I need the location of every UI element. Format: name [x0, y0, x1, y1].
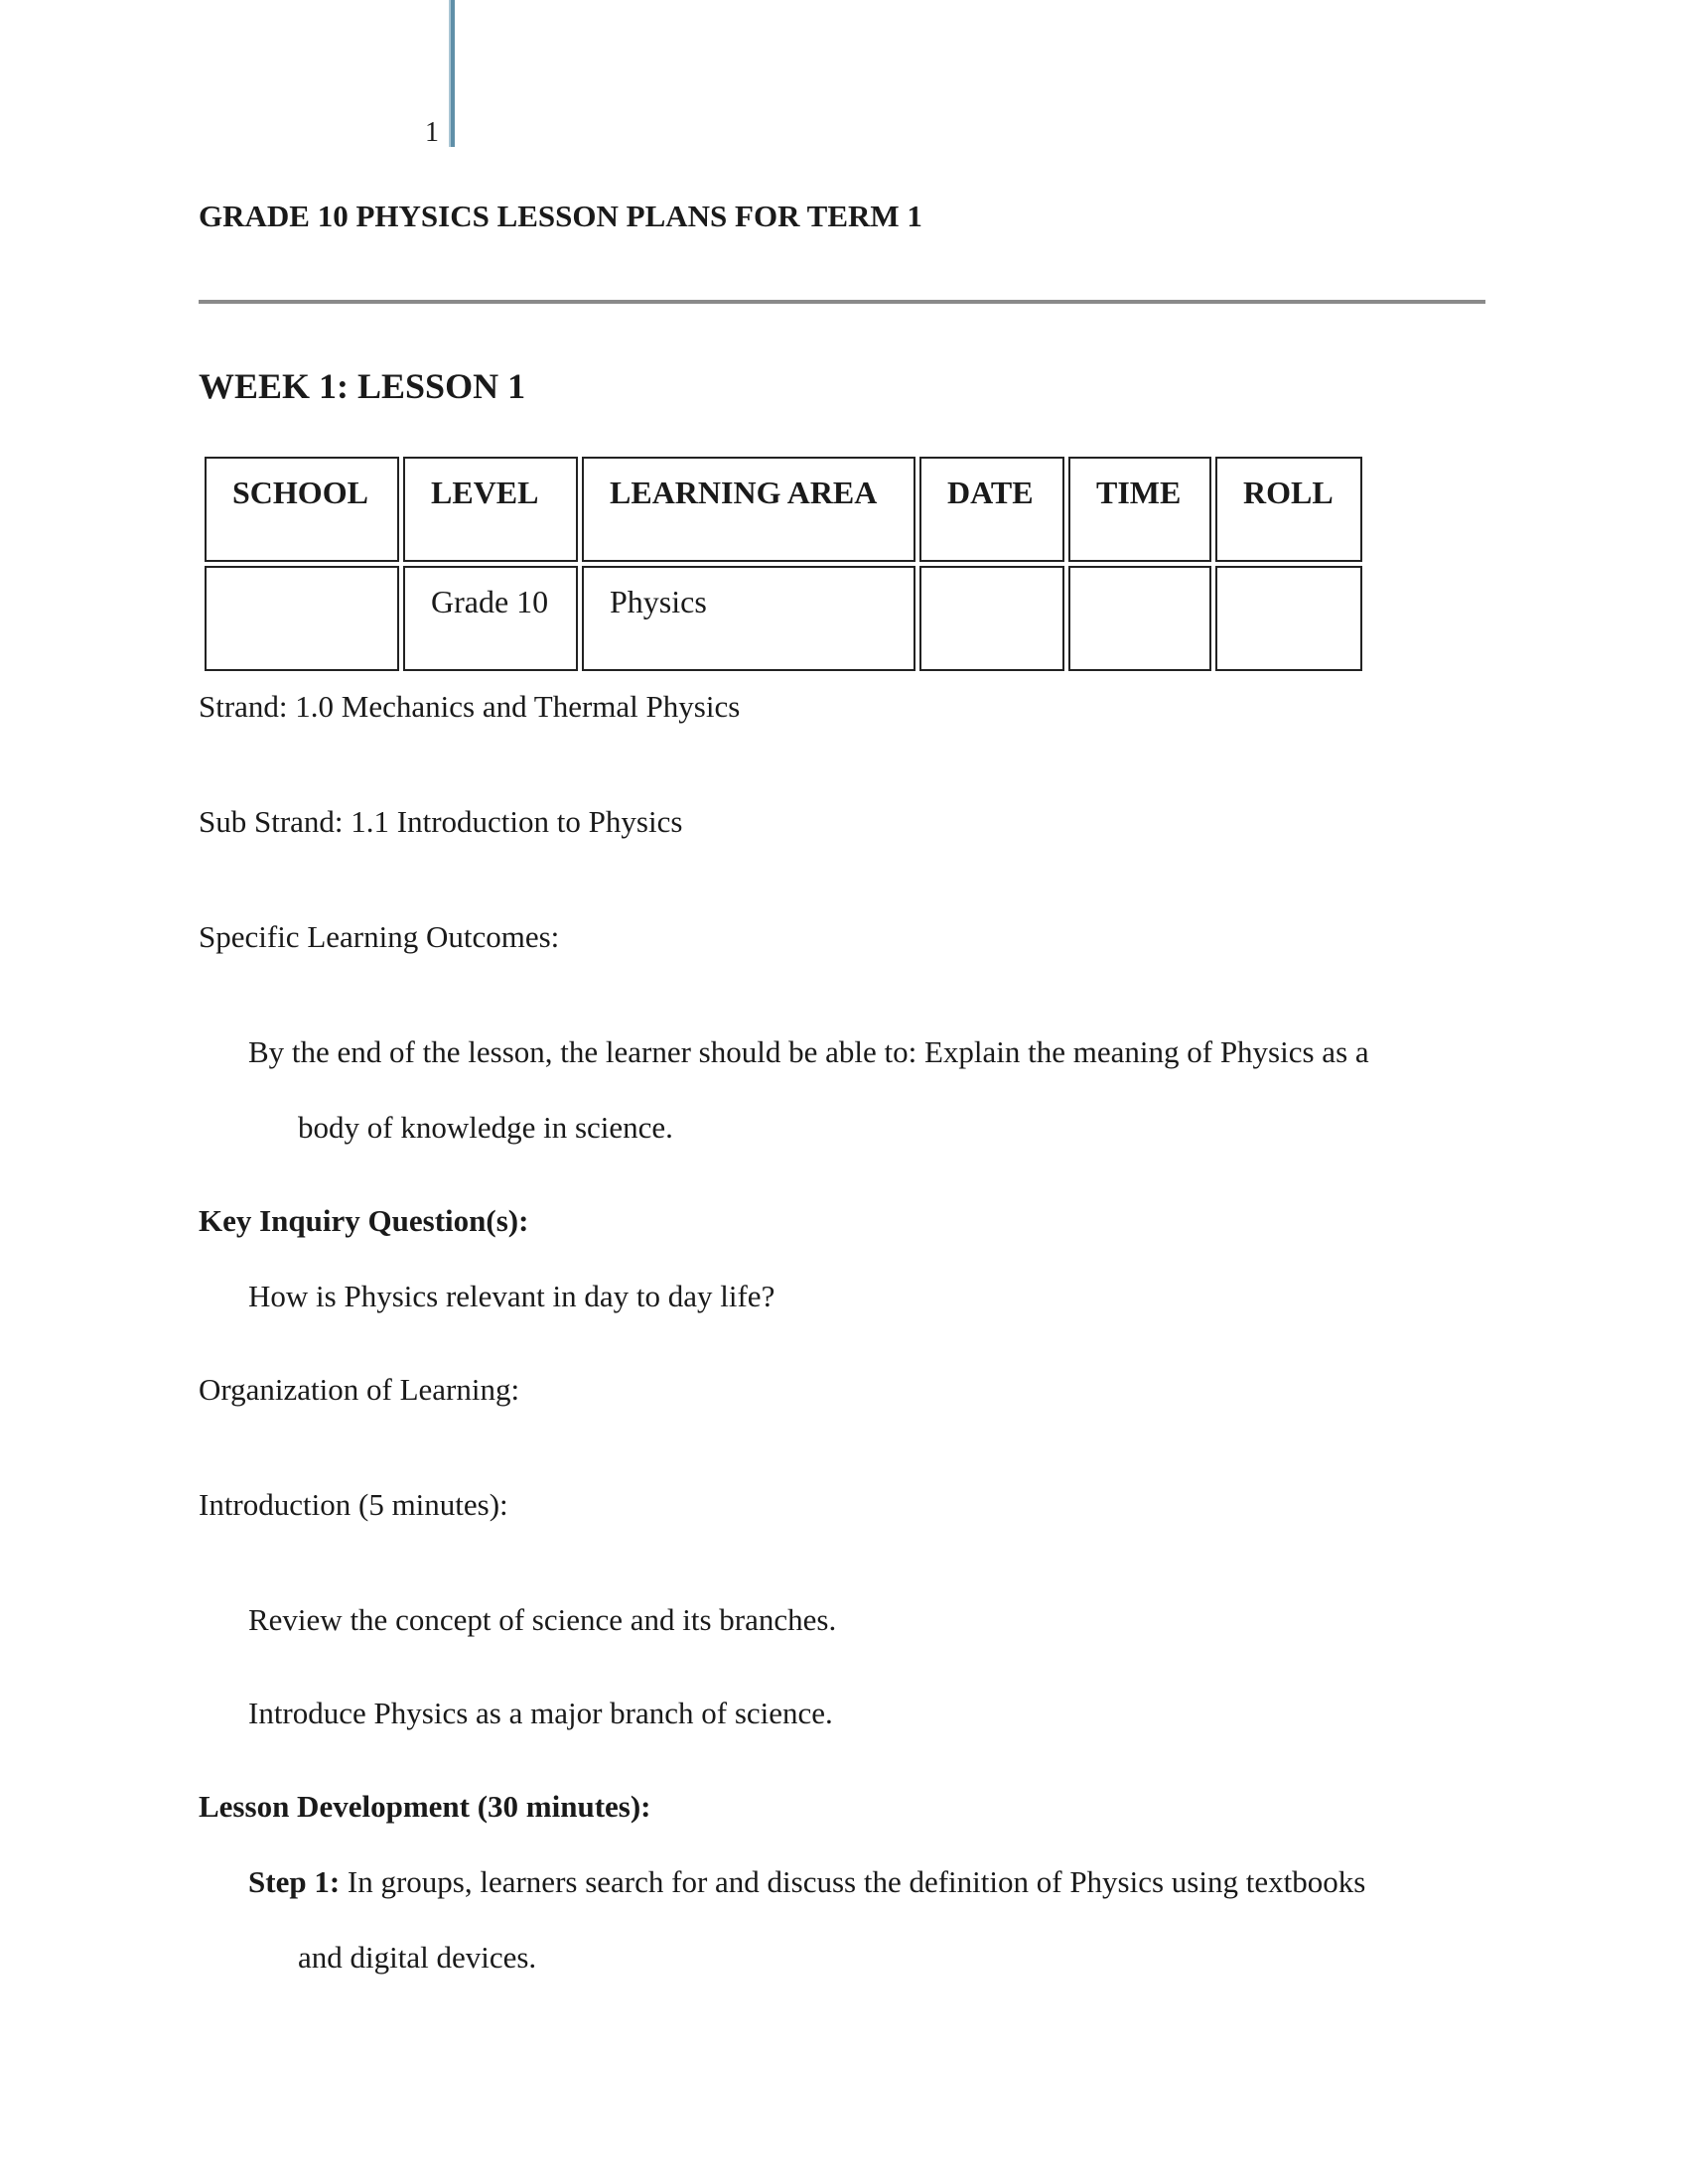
- lesson-heading: WEEK 1: LESSON 1: [199, 366, 526, 406]
- slo-text-line2: body of knowledge in science.: [298, 1110, 673, 1145]
- cell-time: [1068, 566, 1211, 671]
- title-divider: [199, 300, 1485, 304]
- cell-learning-area: Physics: [582, 566, 915, 671]
- introduction-heading: Introduction (5 minutes):: [199, 1487, 508, 1522]
- header-date: DATE: [919, 457, 1064, 562]
- cell-level: Grade 10: [403, 566, 578, 671]
- kiq-text: How is Physics relevant in day to day life?: [248, 1279, 775, 1313]
- slo-text-line1: By the end of the lesson, the learner should be able to: Explain the meaning of Physics as a: [248, 1034, 1369, 1069]
- header-time: TIME: [1068, 457, 1211, 562]
- header-level: LEVEL: [403, 457, 578, 562]
- introduction-item: Introduce Physics as a major branch of science.: [248, 1696, 833, 1730]
- cell-date: [919, 566, 1064, 671]
- step-1-line1: [248, 1864, 1365, 1900]
- step-1-text: In groups, learners search for and discuss the definition of Physics using textbooks: [340, 1864, 1366, 1899]
- document-title: GRADE 10 PHYSICS LESSON PLANS FOR TERM 1: [199, 199, 922, 233]
- header-school: SCHOOL: [205, 457, 399, 562]
- table-header-row: [205, 457, 1362, 562]
- margin-rule: [449, 0, 455, 147]
- step-1-label: Step 1:: [248, 1864, 341, 1899]
- organization-heading: Organization of Learning:: [199, 1372, 520, 1407]
- cell-school: [205, 566, 399, 671]
- header-learning-area: LEARNING AREA: [582, 457, 915, 562]
- kiq-heading: Key Inquiry Question(s):: [199, 1203, 529, 1238]
- strand-text: Strand: 1.0 Mechanics and Thermal Physics: [199, 689, 741, 724]
- development-heading: Lesson Development (30 minutes):: [199, 1789, 651, 1824]
- step-1-line2: and digital devices.: [298, 1940, 537, 1975]
- lesson-info-table: [201, 453, 1366, 675]
- header-roll: ROLL: [1215, 457, 1362, 562]
- slo-heading: Specific Learning Outcomes:: [199, 919, 560, 954]
- cell-roll: [1215, 566, 1362, 671]
- table-row: [205, 566, 1362, 671]
- introduction-item: Review the concept of science and its branches.: [248, 1602, 837, 1637]
- sub-strand-text: Sub Strand: 1.1 Introduction to Physics: [199, 804, 683, 839]
- page-number: 1: [425, 117, 439, 148]
